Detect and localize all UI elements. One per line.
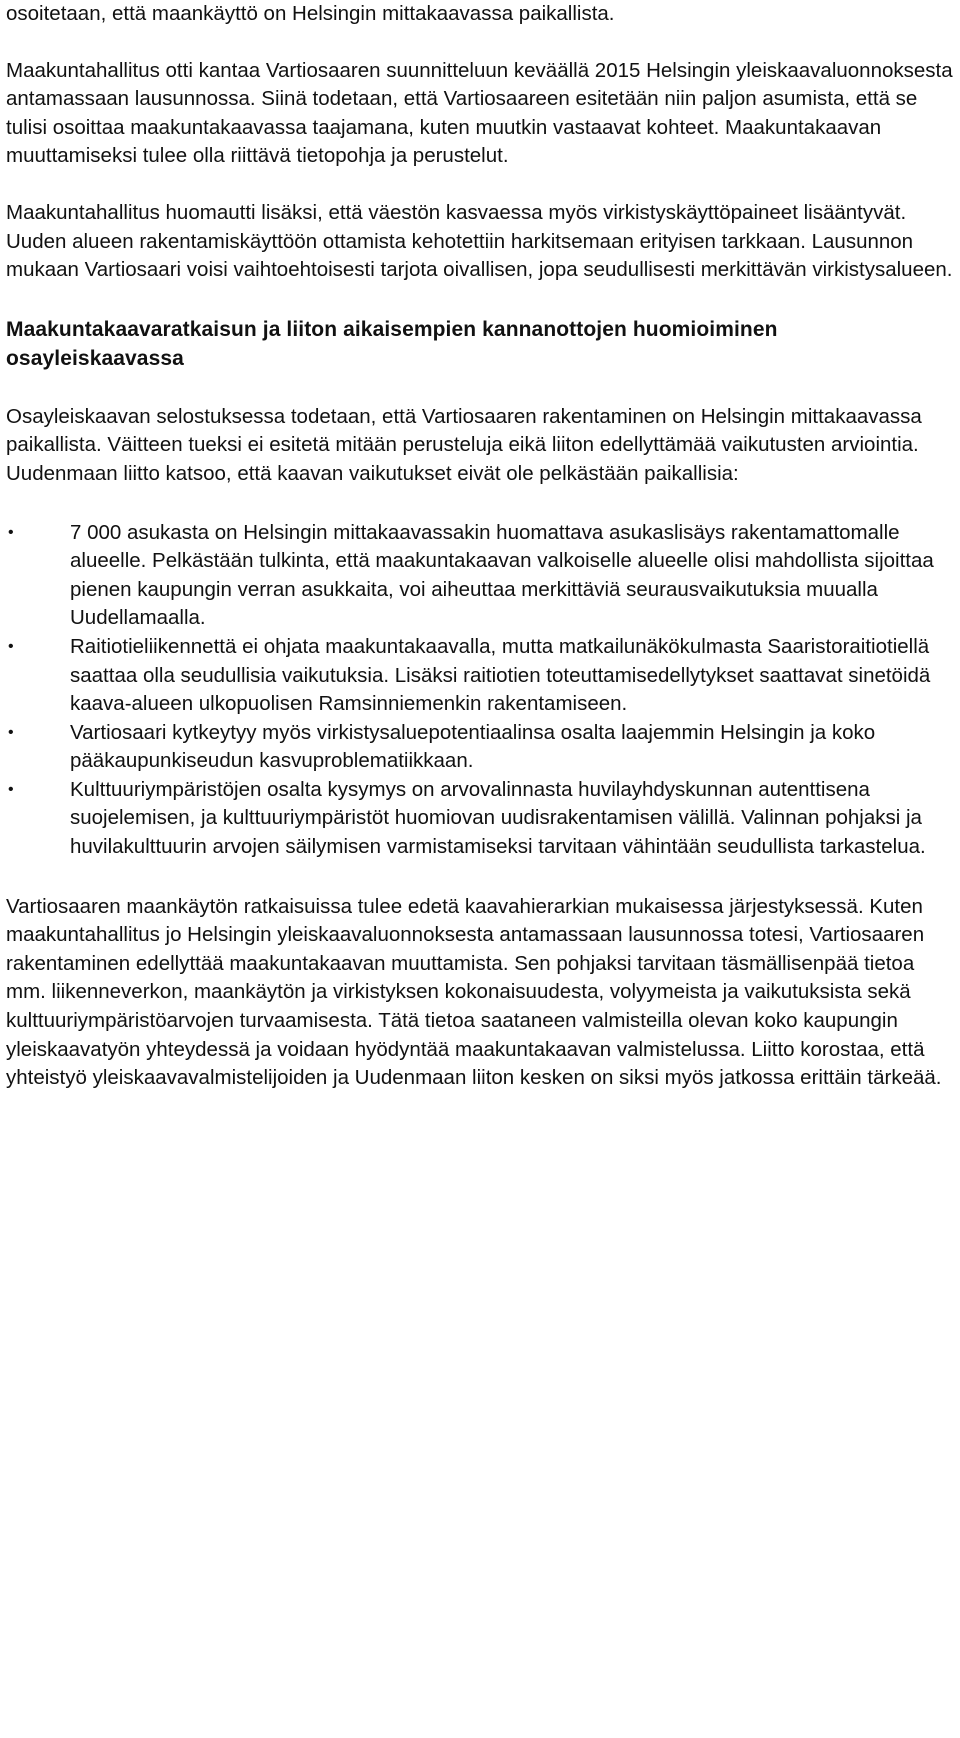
bullet-icon: • <box>8 780 14 798</box>
list-item <box>6 776 954 862</box>
bullet-icon: • <box>8 723 14 741</box>
bullet-icon: • <box>8 637 14 655</box>
list-item-text: Kulttuuriympäristöjen osalta kysymys on arvovalinnasta huvilayhdyskunnan autenttisena suojelemisen, ja kulttuuriympäristöt huomiovan uudisrakentamisen välillä. Valinnan pohjaksi ja huvilakulttuurin arvojen säilymisen varmistamiseksi tarvitaan vähintään seudullista tarkastelua. <box>70 777 926 859</box>
bullet-icon: • <box>8 523 14 541</box>
list-item-text: 7 000 asukasta on Helsingin mittakaavassakin huomattava asukaslisäys rakentamattomalle alueelle. Pelkästään tulkinta, että maakuntakaavan valkoiselle alueelle olisi mahdollista sijoittaa pienen kaupungin verran asukkaita, voi aiheuttaa merkittäviä seurausvaikutuksia muualla Uudellamaalla. <box>70 520 934 630</box>
paragraph-kaavahierarkia: Vartiosaaren maankäytön ratkaisuissa tulee edetä kaavahierarkian mukaisessa järjestyksessä. Kuten maakuntahallitus jo Helsingin yleiskaavaluonnoksesta antamassaan lausunnossa totesi, Vartiosaaren rakentaminen edellyttää maakuntakaavan muuttamista. Sen pohjaksi tarvitaan täsmällisenpää tietoa mm. liikenneverkon, maankäytön ja virkistyksen kokonaisuudesta, volyymeista ja vaikutuksista sekä kulttuuriympäristöarvojen turvaamisesta. Tätä tietoa saataneen valmisteilla olevan koko kaupungin yleiskaavatyön yhteydessä ja voidaan hyödyntää maakuntakaavan valmistelussa. Liitto korostaa, että yhteistyö yleiskaavavalmistelijoiden ja Uudenmaan liiton kesken on siksi myös jatkossa erittäin tärkeää. <box>6 894 942 1090</box>
paragraph-continuation: osoitetaan, että maankäyttö on Helsingin mittakaavassa paikallista. <box>6 2 615 25</box>
list-item <box>6 633 954 719</box>
paragraph-virkistys: Maakuntahallitus huomautti lisäksi, että väestön kasvaessa myös virkistyskäyttöpaineet lisääntyvät. Uuden alueen rakentamiskäyttöön ottamista kehotettiin harkitsemaan erityisen tarkkaan. Lausunnon mukaan Vartiosaari voisi vaihtoehtoisesti tarjota oivallisen, jopa seudullisesti merkittävän virkistysalueen. <box>6 200 953 282</box>
bullet-list <box>6 519 954 862</box>
paragraph-maakuntahallitus-2015: Maakuntahallitus otti kantaa Vartiosaaren suunnitteluun keväällä 2015 Helsingin yleiskaavaluonnoksesta antamassaan lausunnossa. Siinä todetaan, että Vartiosaareen esitetään niin paljon asumista, että se tulisi osoittaa maakuntakaavassa taajamana, kuten muutkin vastaavat kohteet. Maakuntakaavan muuttamiseksi tulee olla riittävä tietopohja ja perustelut. <box>6 58 953 168</box>
list-item-text: Vartiosaari kytkeytyy myös virkistysaluepotentiaalinsa osalta laajemmin Helsingin ja koko pääkaupunkiseudun kasvuproblematiikkaan. <box>70 720 876 773</box>
document-page <box>6 0 954 1093</box>
section-heading: Maakuntakaavaratkaisun ja liiton aikaisempien kannanottojen huomioiminen osayleiskaavassa <box>6 317 778 370</box>
paragraph-osayleiskaava: Osayleiskaavan selostuksessa todetaan, että Vartiosaaren rakentaminen on Helsingin mittakaavassa paikallista. Väitteen tueksi ei esitetä mitään perusteluja eikä liiton edellyttämää vaikutusten arviointia. Uudenmaan liitto katsoo, että kaavan vaikutukset eivät ole pelkästään paikallisia: <box>6 404 922 485</box>
list-item <box>6 519 954 633</box>
list-item <box>6 719 954 776</box>
list-item-text: Raitiotieliikennettä ei ohjata maakuntakaavalla, mutta matkailunäkökulmasta Saaristoraitiotiellä saattaa olla seudullisia vaikutuksia. Lisäksi raitiotien toteuttamisedellytykset saattavat sinetöidä kaava-alueen ulkopuolisen Ramsinniemenkin rakentamiseen. <box>70 634 931 716</box>
